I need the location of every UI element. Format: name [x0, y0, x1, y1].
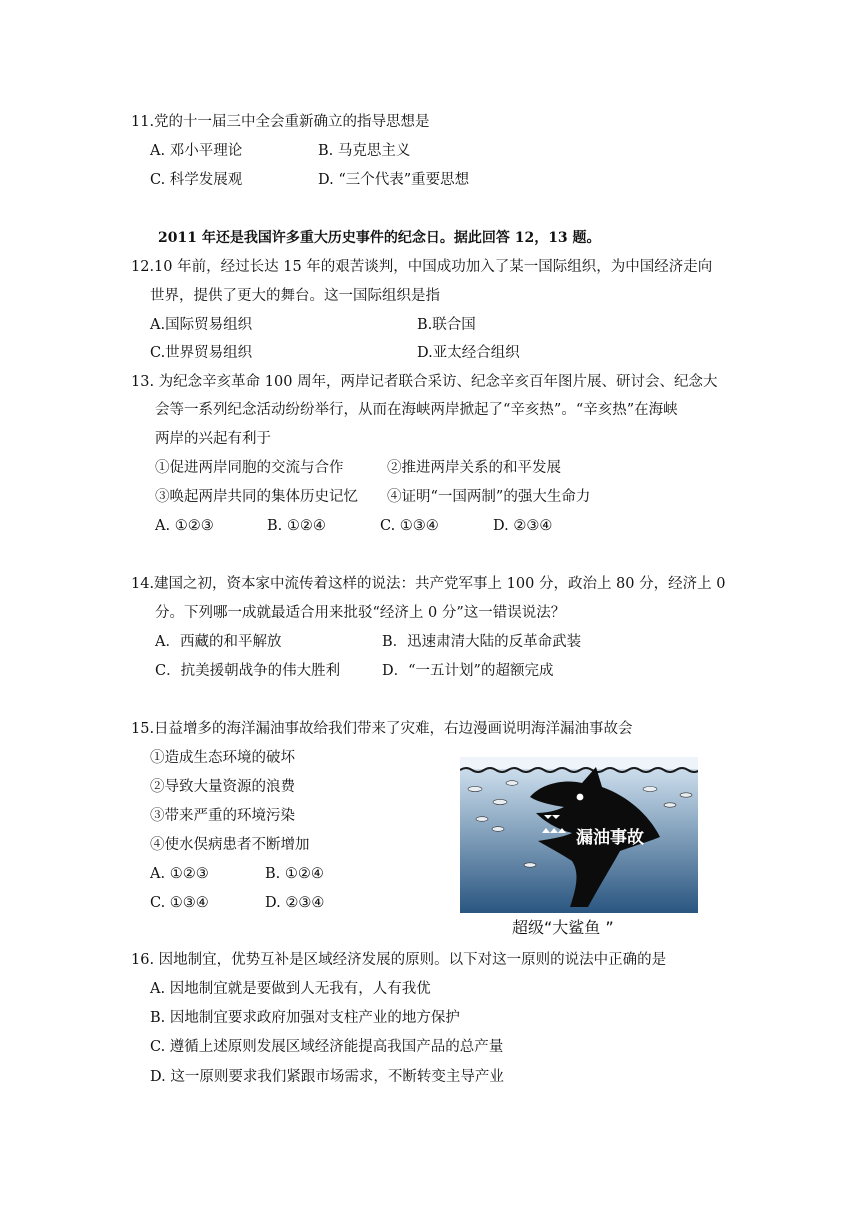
question-13-item-1: ①促进两岸同胞的交流与合作 [155, 460, 344, 476]
question-12-option-c: C.世界贸易组织 [150, 345, 253, 361]
question-13-stem-line1: 13. 为纪念辛亥革命 100 周年，两岸记者联合采访、纪念辛亥百年图片展、研讨会、纪念大 [131, 374, 718, 390]
question-12-stem-line2: 世界，提供了更大的舞台。这一国际组织是指 [150, 288, 440, 304]
question-13-option-c: C. ①③④ [380, 518, 439, 534]
fish-7 [664, 803, 676, 807]
question-15-stem: 15.日益增多的海洋漏油事故给我们带来了灾难，右边漫画说明海洋漏油事故会 [131, 721, 633, 737]
fish-8 [680, 793, 692, 797]
question-14-stem-line1: 14.建国之初，资本家中流传着这样的说法：共产党军事上 100 分，政治上 80 分，经济上 0 [131, 576, 726, 592]
question-14-option-a: A．西藏的和平解放 [155, 634, 282, 650]
question-16-option-a: A. 因地制宜就是要做到人无我有，人有我优 [150, 981, 431, 997]
question-11-stem: 11.党的十一届三中全会重新确立的指导思想是 [131, 114, 430, 130]
oil-spill-shark-cartoon [460, 757, 698, 913]
question-13-stem-line2: 会等一系列纪念活动纷纷举行，从而在海峡两岸掀起了“辛亥热”。“辛亥热”在海峡 [155, 402, 678, 418]
question-14-stem-line2: 分。下列哪一成就最适合用来批驳“经济上 0 分”这一错误说法？ [155, 605, 566, 621]
fish-1 [468, 786, 482, 791]
question-16-stem: 16. 因地制宜，优势互补是区域经济发展的原则。以下对这一原则的说法中正确的是 [131, 952, 667, 968]
question-11-option-d: D. “三个代表”重要思想 [318, 172, 470, 188]
question-11-option-b: B. 马克思主义 [318, 143, 411, 159]
question-12-stem-line1: 12.10 年前，经过长达 15 年的艰苦谈判，中国成功加入了某一国际组织，为中国经济走向 [131, 259, 713, 275]
question-16-option-b: B. 因地制宜要求政府加强对支柱产业的地方保护 [150, 1010, 460, 1026]
question-13-item-4: ④证明“一国两制”的强大生命力 [387, 489, 591, 505]
cartoon-caption: 超级“大鲨鱼 ” [512, 918, 614, 937]
intro-12-13: 2011 年还是我国许多重大历史事件的纪念日。据此回答 12，13 题。 [158, 230, 601, 246]
question-15-item-2: ②导致大量资源的浪费 [150, 779, 295, 795]
question-15-item-1: ①造成生态环境的破坏 [150, 750, 295, 766]
sky-strip [460, 757, 698, 769]
question-13-stem-line3: 两岸的兴起有利于 [155, 431, 271, 447]
cartoon-label-text: 漏油事故 [576, 828, 644, 848]
shark-eye [577, 794, 584, 801]
question-15-item-4: ④使水俣病患者不断增加 [150, 837, 310, 853]
question-13-item-3: ③唤起两岸共同的集体历史记忆 [155, 489, 358, 505]
question-13-option-a: A. ①②③ [155, 518, 214, 534]
question-13-item-2: ②推进两岸关系的和平发展 [387, 460, 561, 476]
question-11-option-a: A. 邓小平理论 [150, 143, 243, 159]
question-15-item-3: ③带来严重的环境污染 [150, 808, 295, 824]
question-12-option-d: D.亚太经合组织 [417, 345, 520, 361]
fish-2 [493, 799, 507, 804]
cartoon-illustration [460, 757, 698, 913]
fish-9 [524, 863, 536, 867]
question-11-option-c: C. 科学发展观 [150, 172, 243, 188]
fish-3 [476, 817, 488, 822]
question-15-option-a: A. ①②③ [150, 866, 209, 882]
question-12-option-a: A.国际贸易组织 [150, 317, 253, 333]
question-12-option-b: B.联合国 [417, 317, 476, 333]
fish-6 [643, 787, 657, 792]
fish-4 [506, 781, 518, 786]
question-16-option-d: D. 这一原则要求我们紧跟市场需求，不断转变主导产业 [150, 1069, 504, 1085]
question-15-option-d: D. ②③④ [265, 895, 325, 911]
question-16-option-c: C. 遵循上述原则发展区域经济能提高我国产品的总产量 [150, 1039, 504, 1055]
question-14-option-d: D．“一五计划”的超额完成 [382, 663, 554, 679]
question-13-option-d: D. ②③④ [493, 518, 553, 534]
question-14-option-b: B．迅速肃清大陆的反革命武装 [382, 634, 582, 650]
fish-5 [492, 827, 504, 832]
question-14-option-c: C．抗美援朝战争的伟大胜利 [155, 663, 341, 679]
question-13-option-b: B. ①②④ [267, 518, 326, 534]
question-15-option-b: B. ①②④ [265, 866, 324, 882]
question-15-option-c: C. ①③④ [150, 895, 209, 911]
